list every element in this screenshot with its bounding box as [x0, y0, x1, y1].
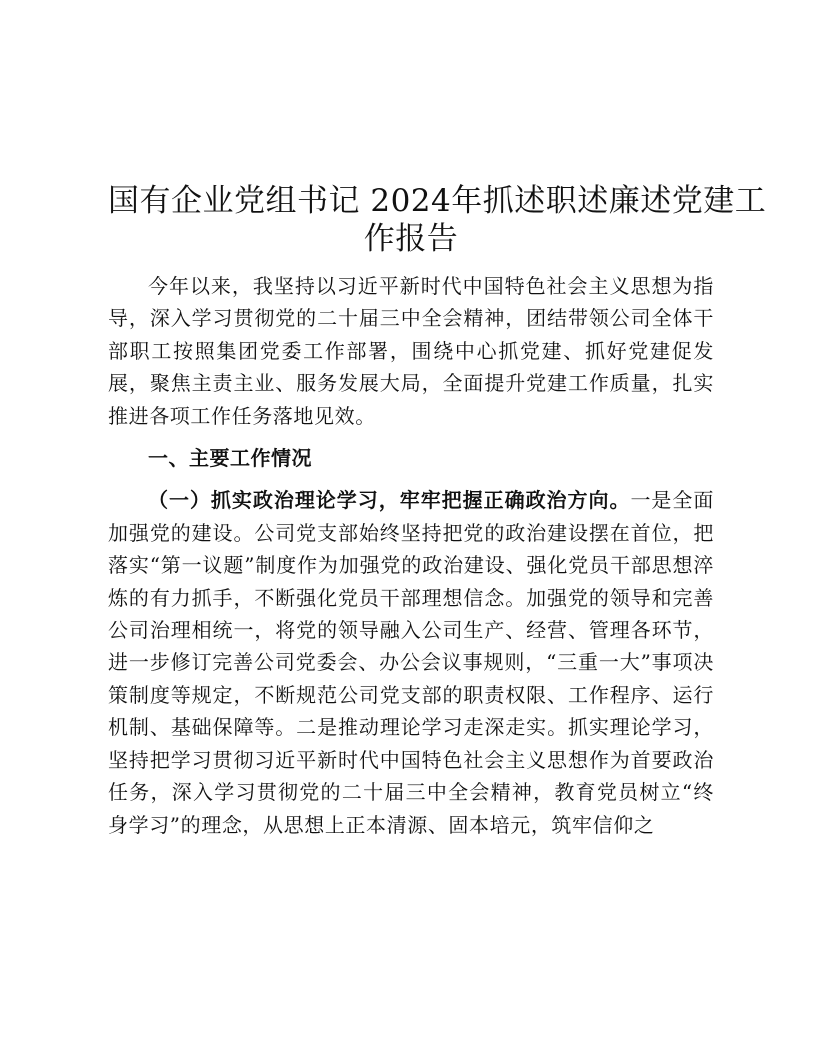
point-1-text: 全面加强党的建设。公司党支部始终坚持把党的政治建设摆在首位，把落实“第一议题”制度作为加强党的政治建设、强化党员干部思想淬炼的有力抓手，不断强化党员干部理想信念。加强党的领导和完善公司治理相统一，将党的领导融入公司生产、经营、管理各环节，进一步修订完善公司党委会、办公会议事规则，“三重一大”事项决策制度等规定，不断规范公司党支部的职责权限、工作程序、运行机制、基础保障等。 — [108, 488, 714, 740]
title-line-2: 作报告 — [363, 221, 459, 257]
point-1-label: 一是 — [630, 488, 673, 513]
subsection-title: （一）抓实政治理论学习，牢牢把握正确政治方向。 — [148, 488, 631, 513]
document-content — [108, 182, 767, 841]
section-heading: 一、主要工作情况 — [148, 446, 312, 471]
section-paragraph — [108, 484, 714, 840]
document-title — [108, 182, 767, 258]
point-2-text: 推动理论学习走深走实。抓实理论学习，坚持把学习贯彻习近平新时代中国特色社会主义思想作为首要政治任务，深入学习贯彻党的二十届三中全会精神，教育党员树立“终身学习”的理念，从思想上正本清源、固本培元，筑牢信仰之 — [108, 715, 715, 837]
point-2-label: 二是 — [296, 715, 338, 740]
title-line-1: 国有企业党组书记 2024年抓述职述廉述党建工 — [108, 183, 767, 219]
intro-paragraph: 今年以来，我坚持以习近平新时代中国特色社会主义思想为指导，深入学习贯彻党的二十届三中全会精神，团结带领公司全体干部职工按照集团党委工作部署，围绕中心抓党建、抓好党建促发展，聚焦主责主业、服务发展大局，全面提升党建工作质量，扎实推进各项工作任务落地见效。 — [108, 274, 714, 428]
